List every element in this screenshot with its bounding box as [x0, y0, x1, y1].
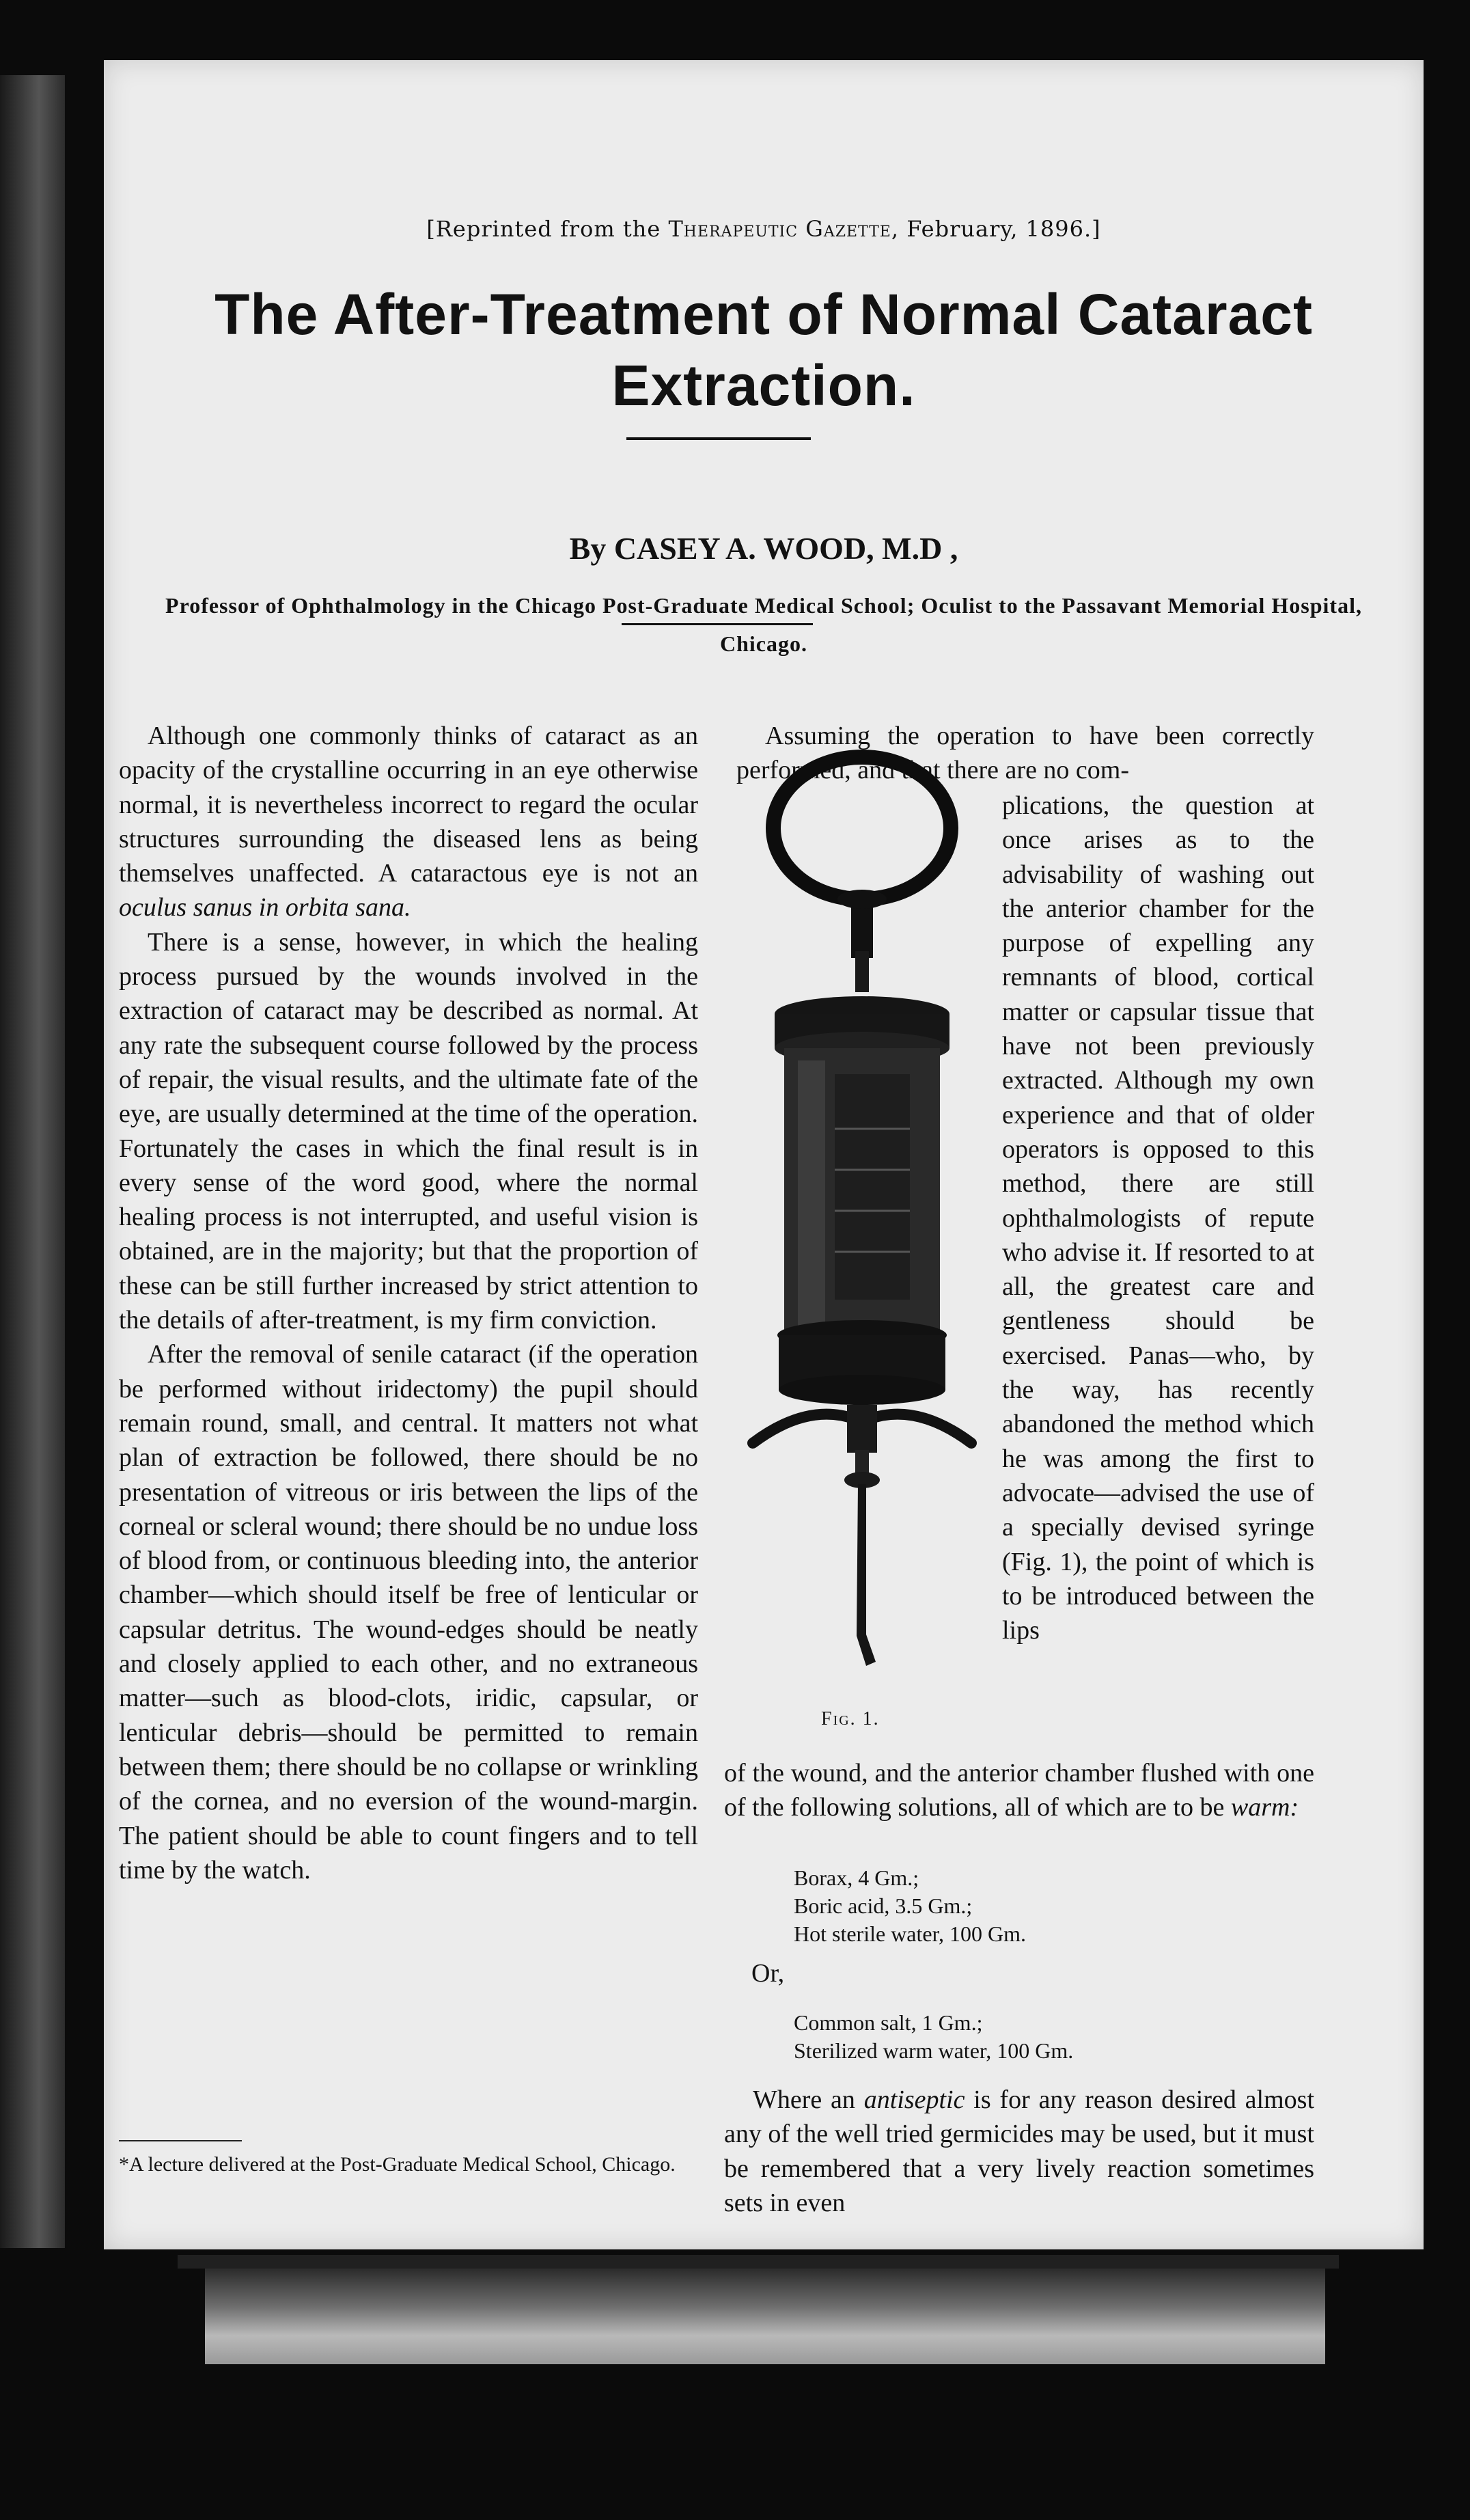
warm-word: warm:	[1230, 1793, 1299, 1822]
formula-line: Sterilized warm water, 100 Gm.	[794, 2038, 1074, 2063]
paragraph-5	[724, 2083, 1314, 2220]
title-divider	[626, 437, 811, 440]
formula-one	[794, 1864, 1026, 1948]
right-column-wrapped-text	[1002, 789, 1314, 1647]
paragraph-2: There is a sense, however, in which the healing process pursued by the wounds involved in the extraction of cataract may be described as normal. At any rate the subsequent course followed by the process of repair, the visual results, and the ultimate fate of the eye, are usually determined at the time of the operation. Fortunately the cases in which the final result is in every sense of the word good, where the normal healing process is not interrupted, and useful vision is obtained, are in the majority; but that the proportion of these can be still further increased by strict attention to the details of after-treatment, is my firm conviction.	[119, 927, 698, 1335]
footnote-rule	[119, 2140, 242, 2141]
antiseptic-paragraph	[724, 2083, 1314, 2220]
or-separator: Or,	[751, 1959, 785, 1988]
journal-name: Therapeutic Gazette	[668, 216, 891, 242]
author-byline: By CASEY A. WOOD, M.D ,	[569, 531, 958, 566]
figure-caption: Fig. 1.	[821, 1708, 880, 1729]
underlying-page-edge	[205, 2269, 1325, 2364]
affiliation-divider	[622, 623, 813, 625]
syringe-icon	[732, 746, 992, 1696]
paragraph-4-wrap: plications, the question at once arises as to the advisability of washing out the anterior chamber for the purpose of expelling any remnants of blood, cortical matter or capsular tissue that have not been previously extracted. Although my own experience and that of older operators is opposed to this method, there are still ophthalmologists of repute who advise it. If resorted to at all, the greatest care and gentleness should be exercised. Panas—who, by the way, has recently abandoned the method which he was among the first to advocate—advised the use of a specially devised syringe (Fig. 1), the point of which is to be introduced between the lips	[1002, 791, 1314, 1645]
solutions-intro-text: of the wound, and the anterior chamber flushed with one of the following solutions, all of which are to be	[724, 1759, 1314, 1822]
paragraph-1	[119, 719, 698, 925]
paragraph-5-rest: is for any reason desired almost any of the well tried germicides may be used, but it must be remembered that a very lively reaction sometimes sets in even	[724, 2085, 1314, 2217]
formula-line: Common salt, 1 Gm.;	[794, 2010, 983, 2035]
document-page	[104, 60, 1424, 2249]
formula-line: Boric acid, 3.5 Gm.;	[794, 1893, 973, 1918]
solutions-intro	[724, 1756, 1314, 1825]
footnote: *A lecture delivered at the Post-Graduate Medical School, Chicago.	[119, 2153, 676, 2176]
paragraph-1-text: Although one commonly thinks of cataract as an opacity of the crystalline occurring in an eye otherwise normal, it is nevertheless incorrect to regard the ocular structures surrounding the diseased lens as being themselves unaffected. A cataractous eye is not an	[119, 722, 698, 888]
syringe-illustration	[732, 746, 992, 1696]
reprint-notice	[104, 216, 1424, 242]
right-column-continued	[724, 1756, 1314, 1825]
page-shadow	[178, 2255, 1339, 2269]
author-affiliation: Professor of Ophthalmology in the Chicago Post-Graduate Medical School; Oculist to the Passavant Memorial Hospital, Chicago.	[165, 593, 1362, 656]
paragraph-5-start: Where an	[753, 2085, 864, 2114]
formula-line: Borax, 4 Gm.;	[794, 1865, 919, 1890]
paragraph-3: After the removal of senile cataract (if the operation be performed without iridectomy) the pupil should remain round, small, and central. It matters not what plan of extraction be followed, there should be no presentation of vitreous or iris between the lips of the corneal or scleral wound; there should be no undue loss of blood from, or continuous bleeding into, the anterior chamber—which should itself be free of lenticular or capsular detritus. The wound-edges should be neatly and closely applied to each other, and no extraneous matter—such as blood-clots, iridic, capsular, or lenticular debris—should be permitted to remain between them; there should be no collapse or wrinkling of the cornea, and no eversion of the wound-margin. The patient should be able to count fingers and to tell time by the watch.	[119, 1340, 698, 1885]
article-title: The After-Treatment of Normal Cataract Extraction.	[214, 282, 1313, 417]
book-spine-edge	[0, 75, 65, 2248]
formula-line: Hot sterile water, 100 Gm.	[794, 1921, 1026, 1946]
left-column	[119, 719, 698, 1887]
latin-phrase: oculus sanus in orbita sana.	[119, 893, 411, 922]
reprint-date: , February, 1896.]	[891, 216, 1101, 242]
antiseptic-word: antiseptic	[863, 2085, 965, 2114]
formula-two	[794, 2009, 1073, 2065]
reprint-prefix: [Reprinted from the	[426, 216, 669, 242]
paragraph-4-start: Assuming the operation to have been correctly performed, and that there are no com-	[736, 722, 1314, 785]
